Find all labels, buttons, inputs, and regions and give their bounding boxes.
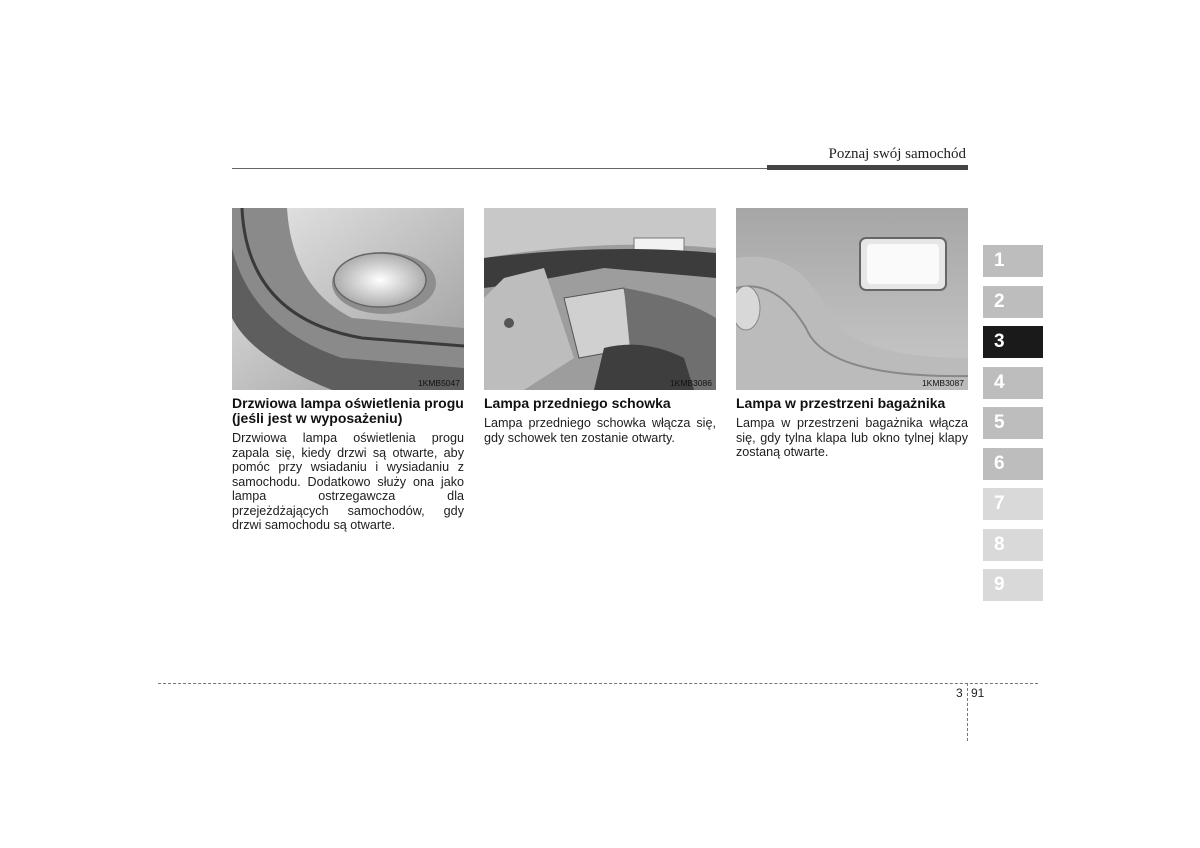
chapter-tab-9[interactable]: 9 bbox=[983, 569, 1043, 601]
chapter-tab-4[interactable]: 4 bbox=[983, 367, 1043, 399]
header-rule bbox=[232, 168, 767, 169]
section-text: Drzwiowa lampa oświetlenia progu zapala się, kiedy drzwi są otwarte, aby pomóc przy wsiadaniu i wysiadaniu z samochodu. Dodatkowo służy ona jako lampa ostrzegawcza dla przejeżdżających samochodów, gdy drzwi samochodu są otwarte. bbox=[232, 431, 464, 532]
section-trunk-lamp bbox=[736, 208, 968, 460]
footer-chapter-number: 3 bbox=[956, 686, 963, 700]
image-code: 1KMB3086 bbox=[669, 378, 712, 388]
section-title: Lampa przedniego schowka bbox=[484, 395, 671, 411]
chapter-tab-8[interactable]: 8 bbox=[983, 529, 1043, 561]
chapter-tab-5[interactable]: 5 bbox=[983, 407, 1043, 439]
photo-trunk-lamp bbox=[736, 208, 968, 390]
image-code: 1KMB5047 bbox=[417, 378, 460, 388]
section-title: Lampa w przestrzeni bagażnika bbox=[736, 395, 946, 411]
chapter-tab-6[interactable]: 6 bbox=[983, 448, 1043, 480]
footer-page-number: 91 bbox=[971, 686, 985, 700]
header-rule-accent bbox=[767, 165, 968, 170]
chapter-tabs bbox=[983, 245, 1043, 610]
chapter-tab-3[interactable]: 3 bbox=[983, 326, 1043, 358]
chapter-tab-1[interactable]: 1 bbox=[983, 245, 1043, 277]
section-title: Drzwiowa lampa oświetlenia progu (jeśli jest w wyposażeniu) bbox=[232, 395, 464, 426]
chapter-tab-7[interactable]: 7 bbox=[983, 488, 1043, 520]
footer-divider bbox=[967, 683, 968, 741]
chapter-tab-2[interactable]: 2 bbox=[983, 286, 1043, 318]
photo-glovebox-lamp bbox=[484, 208, 716, 390]
page-header-title: Poznaj swój samochód bbox=[828, 146, 966, 162]
image-code: 1KMB3087 bbox=[921, 378, 964, 388]
section-text: Lampa w przestrzeni bagażnika włącza się, gdy tylna klapa lub okno tylnej klapy zostaną otwarte. bbox=[736, 416, 968, 459]
section-text: Lampa przedniego schowka włącza się, gdy schowek ten zostanie otwarty. bbox=[484, 416, 716, 445]
footer-rule bbox=[158, 683, 1038, 684]
section-door-sill-lamp bbox=[232, 208, 464, 533]
section-glovebox-lamp bbox=[484, 208, 716, 445]
photo-door-sill-lamp bbox=[232, 208, 464, 390]
